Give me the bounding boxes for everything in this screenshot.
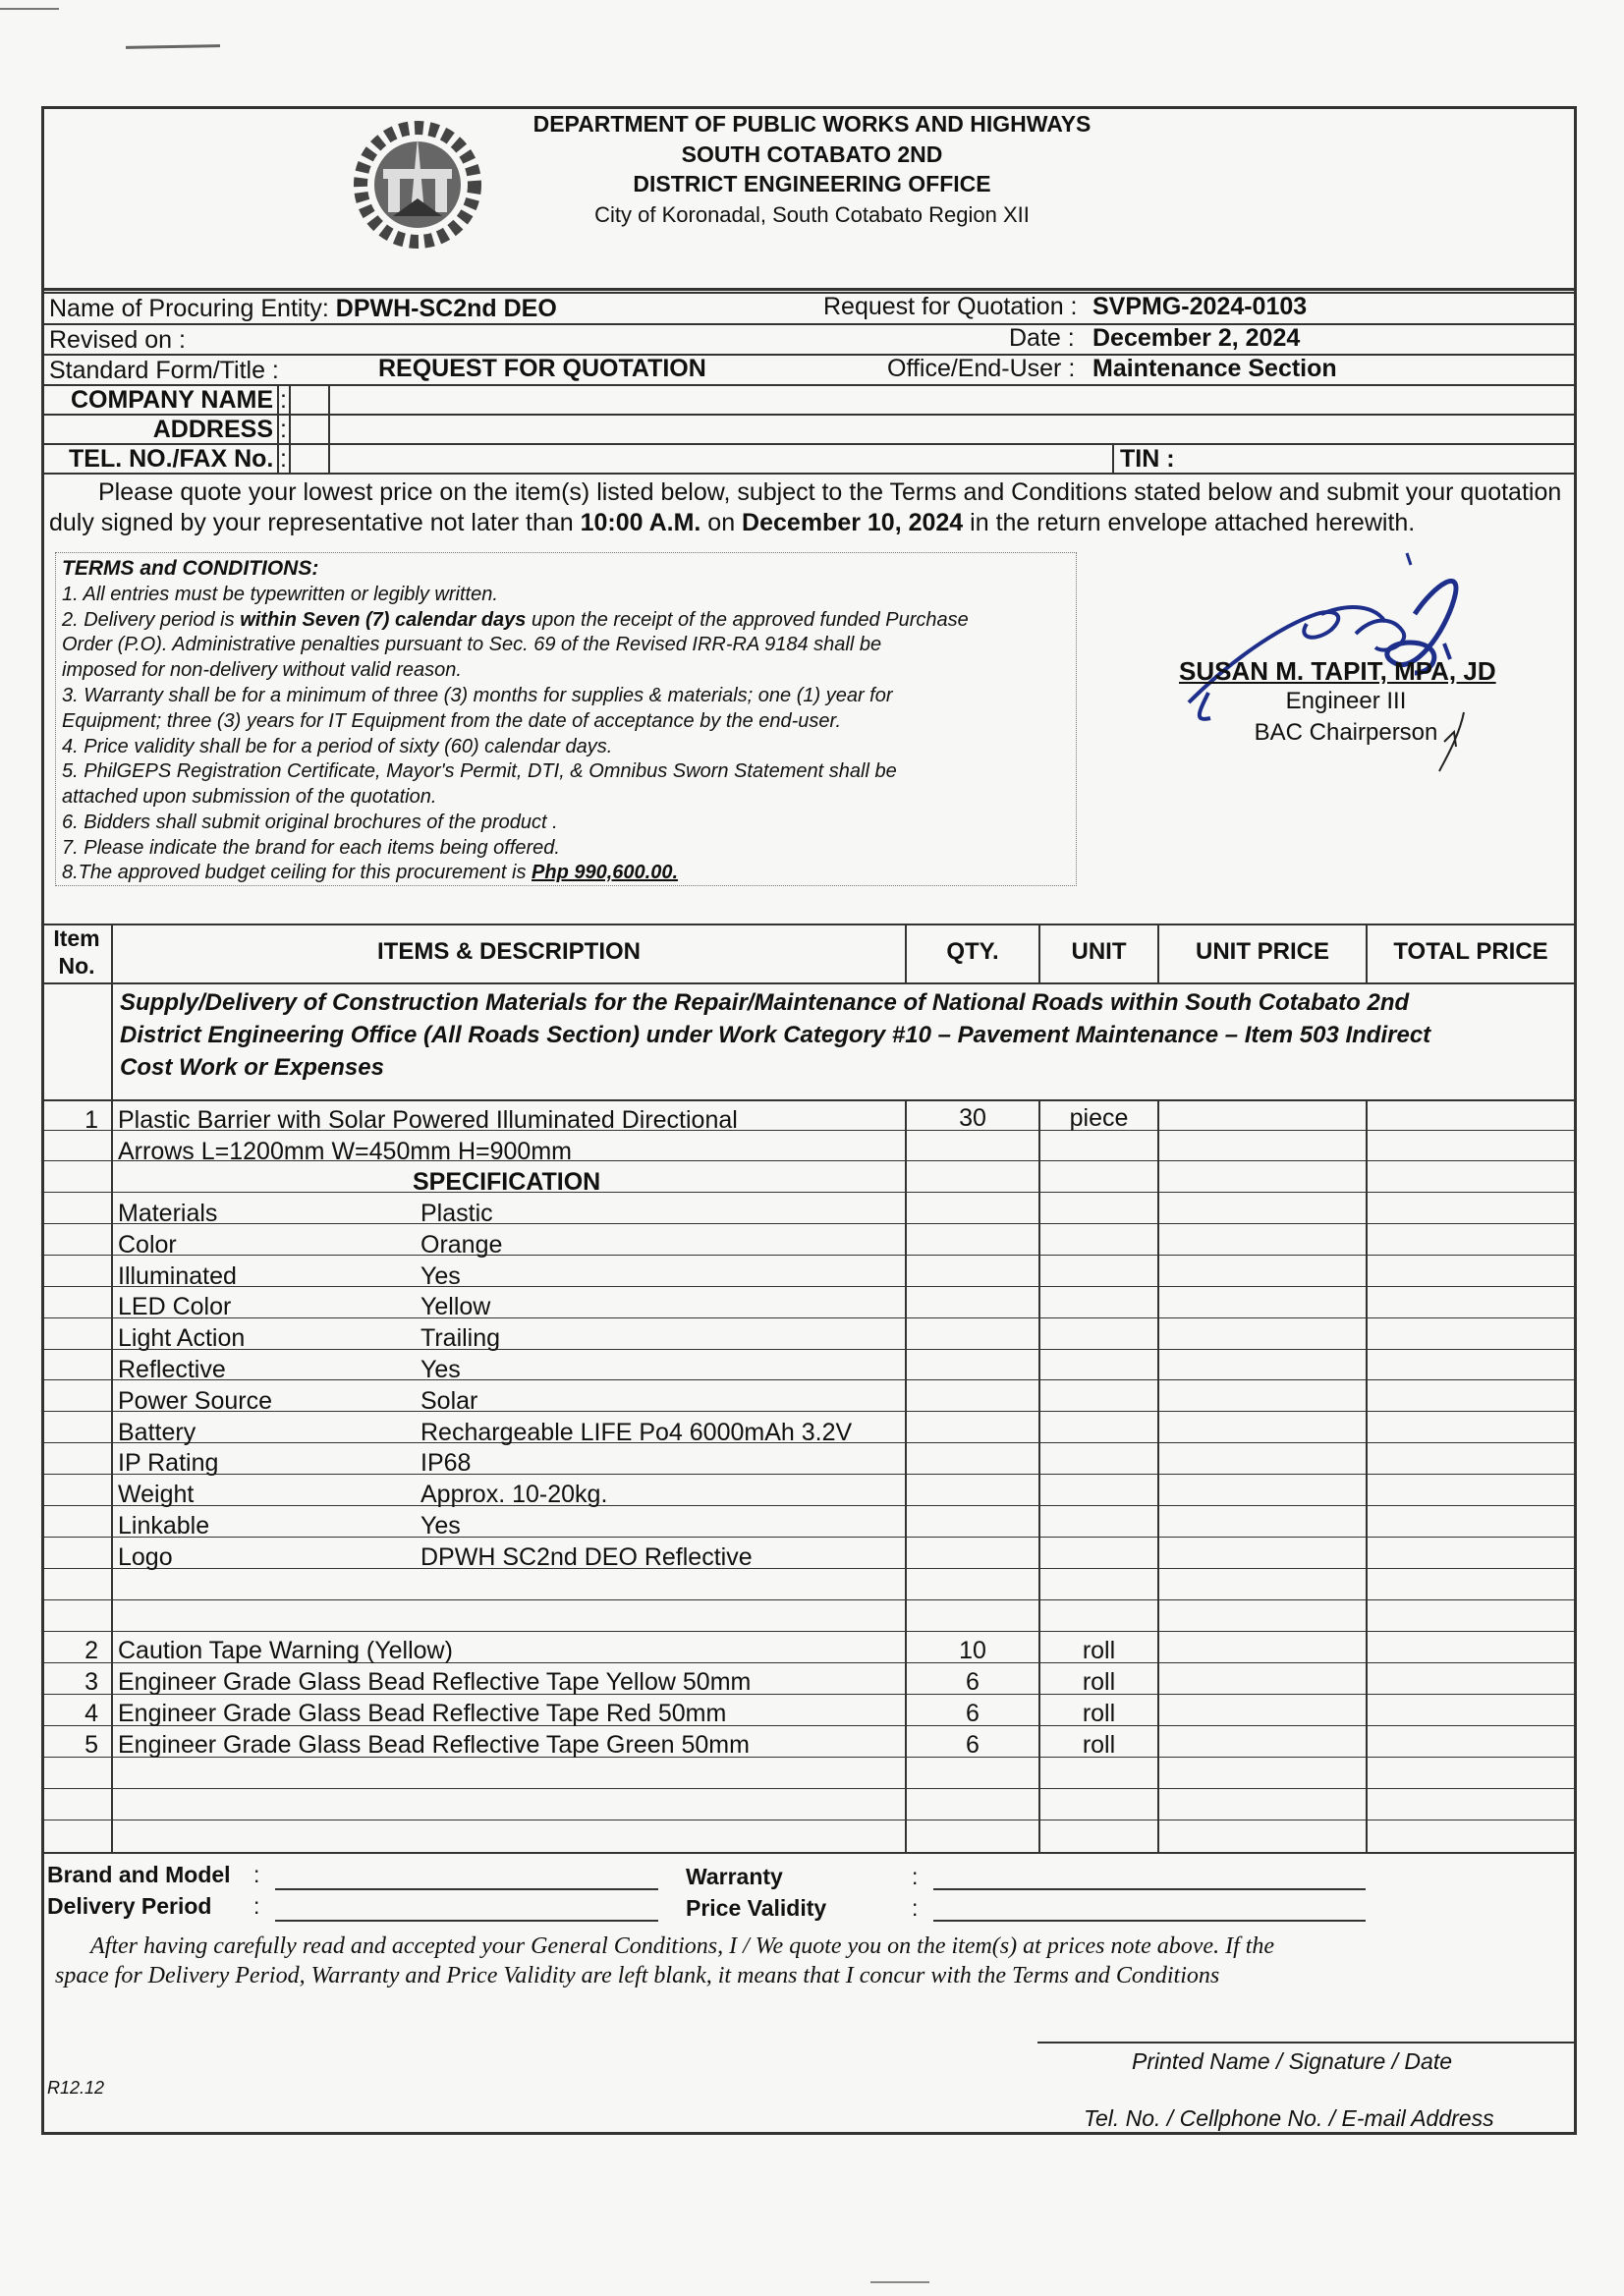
header-unit: UNIT bbox=[1071, 938, 1127, 965]
item-1-description-cont: Arrows L=1200mm W=450mm H=900mm bbox=[118, 1138, 572, 1165]
table-row-line bbox=[41, 1599, 1577, 1600]
conformity-statement-cont: space for Delivery Period, Warranty and Price Validity are left blank, it means that I concur with the Terms and Conditions bbox=[55, 1963, 1220, 1988]
warranty-label: Warranty bbox=[686, 1864, 783, 1889]
header-qty: QTY. bbox=[946, 938, 999, 965]
spec-value: Orange bbox=[420, 1231, 503, 1259]
term-5-cont: attached upon submission of the quotation. bbox=[62, 786, 437, 808]
signature-line[interactable] bbox=[1037, 2042, 1576, 2044]
form-code: R12.12 bbox=[47, 2078, 105, 2098]
item-1-description: Plastic Barrier with Solar Powered Illuminated Directional bbox=[118, 1106, 738, 1134]
scan-mark bbox=[870, 2281, 929, 2283]
item-qty: 6 bbox=[966, 1668, 980, 1696]
item-number: 2 bbox=[84, 1637, 98, 1664]
item-qty: 6 bbox=[966, 1700, 980, 1727]
company-name-label: COMPANY NAME bbox=[70, 386, 273, 414]
price-validity-field[interactable] bbox=[933, 1920, 1366, 1922]
address-field[interactable] bbox=[334, 416, 1572, 442]
delivery-period-label: Delivery Period bbox=[47, 1893, 212, 1919]
table-row-line bbox=[41, 1223, 1577, 1224]
spec-name: Materials bbox=[118, 1200, 218, 1227]
item-qty: 6 bbox=[966, 1731, 980, 1759]
signature-caption: Printed Name / Signature / Date bbox=[1132, 2048, 1452, 2074]
term-4: 4. Price validity shall be for a period of sixty (60) calendar days. bbox=[62, 736, 613, 757]
item-1-qty: 30 bbox=[959, 1104, 986, 1132]
agency-location: City of Koronadal, South Cotabato Region XII bbox=[594, 202, 1030, 227]
table-row-line bbox=[41, 1317, 1577, 1318]
spec-name: Weight bbox=[118, 1481, 195, 1508]
spec-name: Battery bbox=[118, 1419, 196, 1446]
company-colon: : bbox=[280, 386, 287, 414]
spec-value: Plastic bbox=[420, 1200, 493, 1227]
deadline-time: 10:00 A.M. bbox=[580, 509, 701, 536]
intro-line-2: duly signed by your representative not later than 10:00 A.M. on December 10, 2024 in the return envelope attached herewith. bbox=[49, 509, 1416, 536]
table-row-line bbox=[41, 1568, 1577, 1569]
agency-region: SOUTH COTABATO 2ND bbox=[681, 141, 943, 167]
item-unit: roll bbox=[1082, 1700, 1116, 1727]
spec-name: Reflective bbox=[118, 1356, 226, 1383]
rfq-label: Request for Quotation : bbox=[823, 293, 1078, 320]
item-1-number: 1 bbox=[84, 1106, 98, 1134]
signatory-position: Engineer III bbox=[1285, 688, 1407, 714]
procurement-title: Cost Work or Expenses bbox=[120, 1054, 384, 1081]
scan-mark bbox=[0, 8, 59, 10]
procuring-entity-value: DPWH-SC2nd DEO bbox=[335, 295, 557, 322]
table-row-line bbox=[41, 1255, 1577, 1256]
spec-value: Yes bbox=[420, 1512, 461, 1540]
item-1-unit: piece bbox=[1069, 1104, 1129, 1132]
address-colon: : bbox=[280, 416, 287, 443]
table-row-line bbox=[41, 1788, 1577, 1789]
contact-caption: Tel. No. / Cellphone No. / E-mail Address bbox=[1084, 2105, 1494, 2131]
spec-name: Illuminated bbox=[118, 1262, 237, 1290]
term-3: 3. Warranty shall be for a minimum of three (3) months for supplies & materials; one (1) year for bbox=[62, 685, 893, 706]
spec-name: Logo bbox=[118, 1543, 173, 1571]
table-row-line bbox=[41, 1474, 1577, 1475]
office-label: Office/End-User : bbox=[887, 355, 1076, 382]
company-name-field[interactable] bbox=[334, 386, 1572, 413]
table-row-line bbox=[41, 1286, 1577, 1287]
table-row-line bbox=[41, 1349, 1577, 1350]
spec-value: Approx. 10-20kg. bbox=[420, 1481, 608, 1508]
table-row-line bbox=[41, 1537, 1577, 1538]
brand-colon: : bbox=[253, 1862, 260, 1887]
spec-value: Rechargeable LIFE Po4 6000mAh 3.2V bbox=[420, 1419, 853, 1446]
spec-name: Color bbox=[118, 1231, 177, 1259]
term-1: 1. All entries must be typewritten or legibly written. bbox=[62, 584, 498, 605]
term-2: 2. Delivery period is within Seven (7) calendar days upon the receipt of the approved funded Purchase bbox=[62, 609, 969, 631]
address-label: ADDRESS bbox=[152, 416, 273, 443]
price-validity-label: Price Validity bbox=[686, 1895, 827, 1921]
spec-value: Solar bbox=[420, 1387, 478, 1415]
brand-model-label: Brand and Model bbox=[47, 1862, 231, 1887]
signatory-name: SUSAN M. TAPIT, MPA, JD bbox=[1179, 656, 1496, 686]
header-no: No. bbox=[58, 953, 95, 979]
form-title-label: Standard Form/Title : bbox=[49, 357, 279, 384]
procurement-title: Supply/Delivery of Construction Materials for the Repair/Maintenance of National Roads within South Cotabato 2nd bbox=[120, 989, 1410, 1016]
tel-fax-label: TEL. NO./FAX No. bbox=[69, 445, 274, 473]
table-row-line bbox=[41, 1379, 1577, 1380]
agency-name: DEPARTMENT OF PUBLIC WORKS AND HIGHWAYS bbox=[532, 111, 1092, 137]
spec-name: IP Rating bbox=[118, 1449, 219, 1477]
signatory-role: BAC Chairperson bbox=[1254, 719, 1438, 746]
item-description: Engineer Grade Glass Bead Reflective Tape Red 50mm bbox=[118, 1700, 727, 1727]
item-unit: roll bbox=[1082, 1637, 1116, 1664]
item-description: Caution Tape Warning (Yellow) bbox=[118, 1637, 453, 1664]
tin-label: TIN : bbox=[1120, 445, 1175, 473]
item-number: 4 bbox=[84, 1700, 98, 1727]
revised-on-label: Revised on : bbox=[49, 326, 186, 354]
item-description: Engineer Grade Glass Bead Reflective Tape Yellow 50mm bbox=[118, 1668, 752, 1696]
warranty-field[interactable] bbox=[933, 1888, 1366, 1890]
terms-title: TERMS and CONDITIONS: bbox=[62, 557, 319, 580]
spec-name: LED Color bbox=[118, 1293, 232, 1320]
date-value: December 2, 2024 bbox=[1092, 324, 1301, 352]
procuring-entity-label: Name of Procuring Entity: DPWH-SC2nd DEO bbox=[49, 295, 557, 322]
scan-mark bbox=[126, 44, 220, 49]
brand-model-field[interactable] bbox=[275, 1888, 658, 1890]
table-row-line bbox=[41, 1631, 1577, 1632]
table-row-line bbox=[41, 1505, 1577, 1506]
header-total-price: TOTAL PRICE bbox=[1393, 938, 1548, 965]
item-number: 5 bbox=[84, 1731, 98, 1759]
delivery-period-field[interactable] bbox=[275, 1920, 658, 1922]
term-8: 8.The approved budget ceiling for this procurement is Php 990,600.00. bbox=[62, 862, 679, 883]
specification-title: SPECIFICATION bbox=[413, 1168, 601, 1196]
date-label: Date : bbox=[1009, 324, 1075, 352]
item-description: Engineer Grade Glass Bead Reflective Tape Green 50mm bbox=[118, 1731, 750, 1759]
spec-name: Power Source bbox=[118, 1387, 273, 1415]
term-2-cont: Order (P.O). Administrative penalties pursuant to Sec. 69 of the Revised IRR-RA 9184 shall be bbox=[62, 634, 882, 655]
office-value: Maintenance Section bbox=[1092, 355, 1337, 382]
spec-name: Linkable bbox=[118, 1512, 210, 1540]
term-7: 7. Please indicate the brand for each items being offered. bbox=[62, 837, 560, 859]
spec-name: Light Action bbox=[118, 1324, 246, 1352]
table-row-line bbox=[41, 1192, 1577, 1193]
tin-field[interactable] bbox=[1189, 445, 1572, 472]
item-qty: 10 bbox=[959, 1637, 986, 1664]
procurement-title: District Engineering Office (All Roads Section) under Work Category #10 – Pavement Maintenance – Item 503 Indirect bbox=[120, 1022, 1431, 1048]
tel-colon: : bbox=[280, 445, 287, 473]
term-6: 6. Bidders shall submit original brochures of the product . bbox=[62, 812, 558, 833]
term-5: 5. PhilGEPS Registration Certificate, Mayor's Permit, DTI, & Omnibus Sworn Statement shall be bbox=[62, 760, 897, 782]
header-unit-price: UNIT PRICE bbox=[1195, 938, 1329, 965]
conformity-statement: After having carefully read and accepted your General Conditions, I / We quote you on the item(s) at prices note above. If the bbox=[90, 1933, 1275, 1959]
delivery-colon: : bbox=[253, 1893, 260, 1919]
intro-line-1: Please quote your lowest price on the item(s) listed below, subject to the Terms and Conditions stated below and submit your quotation bbox=[98, 478, 1562, 506]
term-3-cont: Equipment; three (3) years for IT Equipment from the date of acceptance by the end-user. bbox=[62, 710, 842, 732]
budget-ceiling: Php 990,600.00. bbox=[532, 862, 679, 883]
spec-value: Yellow bbox=[420, 1293, 491, 1320]
warranty-colon: : bbox=[912, 1864, 919, 1889]
terms-box bbox=[55, 552, 1077, 886]
validity-colon: : bbox=[912, 1895, 919, 1921]
spec-value: Yes bbox=[420, 1356, 461, 1383]
form-title-value: REQUEST FOR QUOTATION bbox=[378, 355, 706, 382]
rfq-number: SVPMG-2024-0103 bbox=[1092, 293, 1308, 320]
item-unit: roll bbox=[1082, 1668, 1116, 1696]
header-description: ITEMS & DESCRIPTION bbox=[376, 938, 642, 965]
spec-value: Trailing bbox=[420, 1324, 501, 1352]
item-number: 3 bbox=[84, 1668, 98, 1696]
term-2-cont: imposed for non-delivery without valid reason. bbox=[62, 659, 462, 681]
agency-office: DISTRICT ENGINEERING OFFICE bbox=[633, 171, 991, 196]
item-unit: roll bbox=[1082, 1731, 1116, 1759]
spec-value: Yes bbox=[420, 1262, 461, 1290]
spec-value: DPWH SC2nd DEO Reflective bbox=[420, 1543, 753, 1571]
spec-value: IP68 bbox=[420, 1449, 472, 1477]
header-item: Item bbox=[53, 925, 100, 951]
deadline-date: December 10, 2024 bbox=[742, 509, 964, 536]
tel-fax-field[interactable] bbox=[334, 445, 1105, 472]
